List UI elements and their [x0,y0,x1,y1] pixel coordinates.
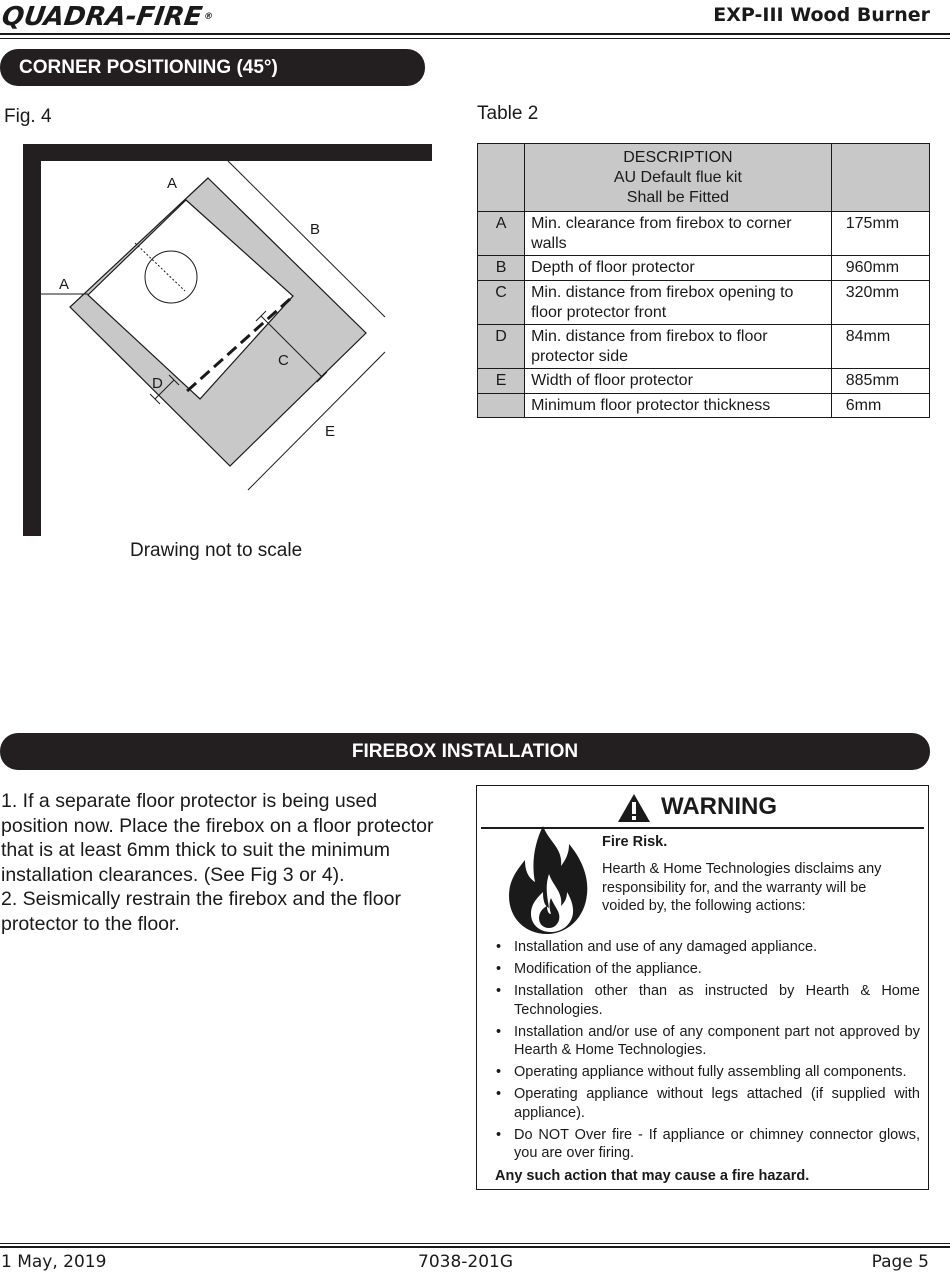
footer-date: 1 May, 2019 [1,1252,107,1272]
corner-positioning-heading: CORNER POSITIONING (45°) [0,49,425,86]
table-header-row [478,144,930,212]
table-header-value [831,144,929,212]
list-item: • Installation other than as instructed by Hearth & Home Technologies. [492,982,920,1019]
installation-steps [1,789,446,936]
row-key: A [478,212,525,256]
footer-rule-top [0,1243,950,1244]
row-key: C [478,281,525,325]
row-value: 320mm [831,281,929,325]
label-e: E [325,423,336,440]
row-value: 6mm [831,394,929,418]
brand-logo [0,0,215,34]
list-item: • Installation and/or use of any component part not approved by Hearth & Home Technologies. [492,1023,920,1060]
list-item: • Modification of the appliance. [492,960,920,979]
warning-box [476,785,929,1190]
row-value: 84mm [831,325,929,369]
label-a-left: A [59,276,70,293]
row-value: 175mm [831,212,929,256]
table-header-key [478,144,525,212]
table-row [478,369,930,394]
table-row [478,281,930,325]
row-description: Width of floor protector [525,369,832,394]
table-row [478,256,930,281]
warning-footer: Any such action that may cause a fire hazard. [495,1168,810,1184]
row-value: 960mm [831,256,929,281]
footer-page-number: Page 5 [871,1252,929,1272]
list-item: • Operating appliance without fully assembling all components. [492,1063,920,1082]
footer-rule-bottom [0,1246,950,1248]
corner-clearance-diagram [0,140,440,540]
figure-caption: Drawing not to scale [130,540,303,561]
label-d: D [152,375,163,392]
header-line-1: DESCRIPTION [623,149,733,166]
label-c: C [278,352,289,369]
list-item: • Do NOT Over fire - If appliance or chimney connector glows, you are over firing. [492,1126,920,1163]
step-2-text: 2. Seismically restrain the firebox and the floor protector to the floor. [1,888,401,935]
table-label: Table 2 [477,103,539,124]
firebox-installation-heading: FIREBOX INSTALLATION [0,733,930,770]
row-description: Min. distance from firebox to floor protector side [525,325,832,369]
footer-doc-number: 7038-201G [418,1252,514,1272]
warning-subtitle: Fire Risk. [602,834,668,850]
table-row [478,325,930,369]
row-key: B [478,256,525,281]
document-title: EXP-III Wood Burner [713,4,930,26]
figure-label: Fig. 4 [4,106,52,127]
table-row [478,212,930,256]
row-key [478,394,525,418]
warning-triangle-icon [617,793,651,823]
header-line-3: Shall be Fitted [626,189,730,206]
row-description: Min. clearance from firebox to corner walls [525,212,832,256]
top-wall [23,144,432,161]
list-item: • Operating appliance without legs attached (if supplied with appliance). [492,1085,920,1122]
warning-intro: Hearth & Home Technologies disclaims any responsibility for, and the warranty will be voided by, the following actions: [602,861,882,914]
warning-list [492,938,920,1166]
brand-name: QUADRA-FIRE [0,2,205,32]
header-rule-top [0,33,950,35]
flame-icon [505,822,591,938]
warning-title: WARNING [661,793,777,820]
table-header-description [525,144,832,212]
registered-mark: ® [203,12,214,22]
header-rule-bottom [0,38,950,39]
label-b: B [310,221,321,238]
left-wall [23,144,41,536]
clearance-table [477,143,930,418]
warning-title-row [617,792,777,822]
row-key: E [478,369,525,394]
row-value: 885mm [831,369,929,394]
step-1-text: 1. If a separate floor protector is being used position now. Place the firebox on a floor protector that is at least 6mm thick to suit the minimum installation clearances. (See Fig 3 or 4). [1,790,434,886]
label-a-top: A [167,175,178,192]
row-description: Minimum floor protector thickness [525,394,832,418]
header-line-2: AU Default flue kit [613,169,742,186]
row-description: Depth of floor protector [525,256,832,281]
row-key: D [478,325,525,369]
table-row [478,394,930,418]
list-item: • Installation and use of any damaged appliance. [492,938,920,957]
row-description: Min. distance from firebox opening to floor protector front [525,281,832,325]
